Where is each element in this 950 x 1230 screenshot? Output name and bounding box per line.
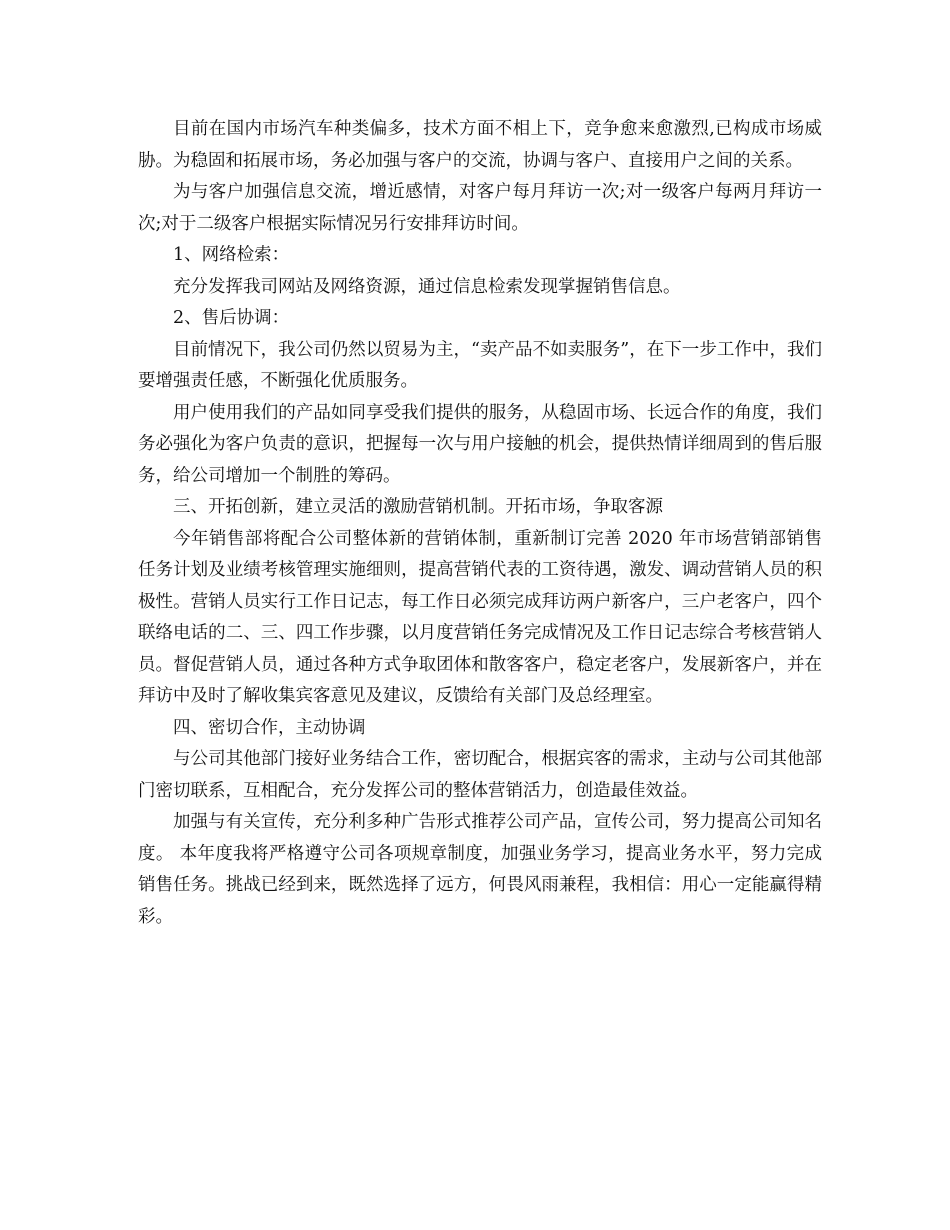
paragraph-customer-visits: 为与客户加强信息交流，增近感情，对客户每月拜访一次;对一级客户每两月拜访一次;对于二级客户根据实际情况另行安排拜访时间。 xyxy=(138,182,822,234)
document-body xyxy=(138,114,822,933)
paragraph-promotion-conclusion: 加强与有关宣传，充分利多种广告形式推荐公司产品，宣传公司，努力提高公司知名度。 本年度我将严格遵守公司各项规章制度，加强业务学习，提高业务水平，努力完成销售任务。挑战已经到来，既然选择了远方，何畏风雨兼程，我相信：用心一定能赢得精彩。 xyxy=(138,812,822,927)
paragraph-sales-plan: 今年销售部将配合公司整体新的营销体制，重新制订完善 2020 年市场营销部销售任务计划及业绩考核管理实施细则，提高营销代表的工资待遇，激发、调动营销人员的积极性。营销人员实行工作日记志，每工作日必须完成拜访两户新客户，三户老客户，四个联络电话的二、三、四工作步骤，以月度营销任务完成情况及工作日记志综合考核营销人员。督促营销人员，通过各种方式争取团体和散客客户，稳定老客户，发展新客户，并在拜访中及时了解收集宾客意见及建议，反馈给有关部门及总经理室。 xyxy=(138,528,822,706)
heading-cooperation: 四、密切合作，主动协调 xyxy=(173,717,366,738)
paragraph-department-cooperation: 与公司其他部门接好业务结合工作，密切配合，根据宾客的需求，主动与公司其他部门密切联系，互相配合，充分发挥公司的整体营销活力，创造最佳效益。 xyxy=(138,749,822,801)
heading-network-search: 1、网络检索： xyxy=(173,245,290,265)
paragraph-customer-responsibility: 用户使用我们的产品如同享受我们提供的服务，从稳固市场、长远合作的角度，我们务必强化为客户负责的意识，把握每一次与用户接触的机会，提供热情详细周到的售后服务，给公司增加一个制胜的筹码。 xyxy=(138,402,822,486)
paragraph-after-sales-service: 目前情况下，我公司仍然以贸易为主，“卖产品不如卖服务”，在下一步工作中，我们要增强责任感，不断强化优质服务。 xyxy=(138,339,822,391)
heading-after-sales: 2、售后协调： xyxy=(173,308,290,328)
heading-innovation: 三、开拓创新，建立灵活的激励营销机制。开拓市场，争取客源 xyxy=(173,497,663,517)
paragraph-market-competition: 目前在国内市场汽车种类偏多，技术方面不相上下，竞争愈来愈激烈,已构成市场威胁。为稳固和拓展市场，务必加强与客户的交流，协调与客户、直接用户之间的关系。 xyxy=(138,119,822,171)
paragraph-network-search: 充分发挥我司网站及网络资源，通过信息检索发现掌握销售信息。 xyxy=(173,276,681,297)
